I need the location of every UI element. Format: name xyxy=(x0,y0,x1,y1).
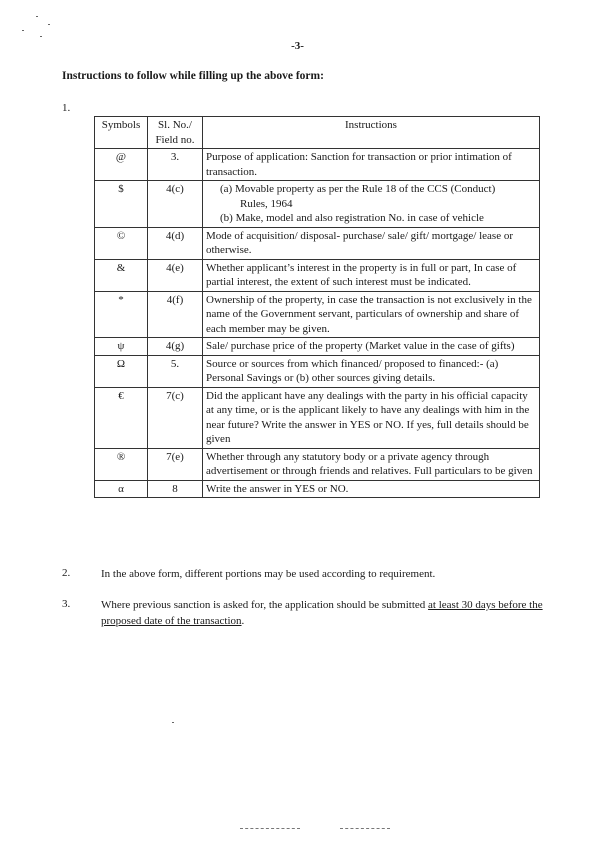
instruction-cell: Mode of acquisition/ disposal- purchase/ sale/ gift/ mortgage/ lease or otherwise. xyxy=(203,227,540,259)
instruction-cell: Write the answer in YES or NO. xyxy=(203,480,540,498)
slno-cell: 5. xyxy=(148,355,203,387)
instruction-cell: Purpose of application: Sanction for transaction or prior intimation of transaction. xyxy=(203,149,540,181)
instruction-subitem-a-cont: Rules, 1964 xyxy=(240,197,293,210)
instructions-heading: Instructions to follow while filling up the above form: xyxy=(62,70,324,82)
instruction-cell: Source or sources from which financed/ proposed to financed:- (a) Personal Savings or (b) other sources giving details. xyxy=(203,355,540,387)
item-3-number: 3. xyxy=(62,598,71,610)
table-row xyxy=(95,227,540,259)
symbol-cell: ® xyxy=(95,448,148,480)
item-3-text-before: Where previous sanction is asked for, the application should be submitted xyxy=(101,599,429,611)
item-3-text-underlined: at least 30 days before the proposed date of the transaction xyxy=(101,599,543,627)
item-3-text xyxy=(101,598,551,630)
slno-cell: 4(e) xyxy=(148,259,203,291)
symbol-cell: @ xyxy=(95,149,148,181)
instructions-table xyxy=(94,116,540,498)
table-row xyxy=(95,338,540,356)
footer-rule xyxy=(240,828,300,829)
instruction-subitem-a: (a) Movable property as per the Rule 18 of the CCS (Conduct) xyxy=(220,183,496,196)
instruction-cell xyxy=(203,181,540,228)
slno-cell: 4(c) xyxy=(148,181,203,228)
symbol-cell: © xyxy=(95,227,148,259)
footer-rule xyxy=(340,828,390,829)
scan-speck xyxy=(172,722,174,723)
slno-cell: 4(f) xyxy=(148,291,203,338)
table-header-row xyxy=(95,117,540,149)
table-row xyxy=(95,149,540,181)
instruction-cell: Whether applicant’s interest in the property is in full or part, In case of partial interest, the extent of such interest must be indicated. xyxy=(203,259,540,291)
instruction-cell: Did the applicant have any dealings with the party in his official capacity at any time, or is the applicant likely to have any dealings with him in the near future? Write the answer in YES or NO. If yes, full details should be given xyxy=(203,387,540,448)
table-row xyxy=(95,355,540,387)
header-instructions: Instructions xyxy=(203,117,540,149)
header-slno: Sl. No./ Field no. xyxy=(148,117,203,149)
symbol-cell: $ xyxy=(95,181,148,228)
item-2-number: 2. xyxy=(62,567,71,579)
table-row xyxy=(95,181,540,228)
scan-speck xyxy=(40,36,42,37)
page-number: -3- xyxy=(291,40,304,52)
item-2-text: In the above form, different portions may be used according to requirement. xyxy=(101,568,436,580)
item-3-text-after: . xyxy=(241,614,245,627)
symbol-cell: € xyxy=(95,387,148,448)
scan-speck xyxy=(48,24,50,25)
slno-cell: 7(c) xyxy=(148,387,203,448)
instruction-subitem-b: (b) Make, model and also registration No. in case of vehicle xyxy=(220,212,484,225)
symbol-cell: & xyxy=(95,259,148,291)
symbol-cell: Ω xyxy=(95,355,148,387)
table-row xyxy=(95,259,540,291)
instruction-cell: Sale/ purchase price of the property (Market value in the case of gifts) xyxy=(203,338,540,356)
scan-speck xyxy=(36,16,38,17)
symbol-cell: α xyxy=(95,480,148,498)
scan-speck xyxy=(22,30,24,31)
item-1-number: 1. xyxy=(62,102,71,114)
table-row xyxy=(95,291,540,338)
header-symbols: Symbols xyxy=(95,117,148,149)
table-row xyxy=(95,448,540,480)
slno-cell: 8 xyxy=(148,480,203,498)
symbol-cell: * xyxy=(95,291,148,338)
symbol-cell: ψ xyxy=(95,338,148,356)
instruction-cell: Ownership of the property, in case the transaction is not exclusively in the name of the Government servant, particulars of ownership and share of each member may be given. xyxy=(203,291,540,338)
instruction-cell: Whether through any statutory body or a private agency through advertisement or through friends and relatives. Full particulars to be given xyxy=(203,448,540,480)
table-row xyxy=(95,480,540,498)
table-row xyxy=(95,387,540,448)
slno-cell: 3. xyxy=(148,149,203,181)
slno-cell: 4(d) xyxy=(148,227,203,259)
slno-cell: 4(g) xyxy=(148,338,203,356)
slno-cell: 7(e) xyxy=(148,448,203,480)
